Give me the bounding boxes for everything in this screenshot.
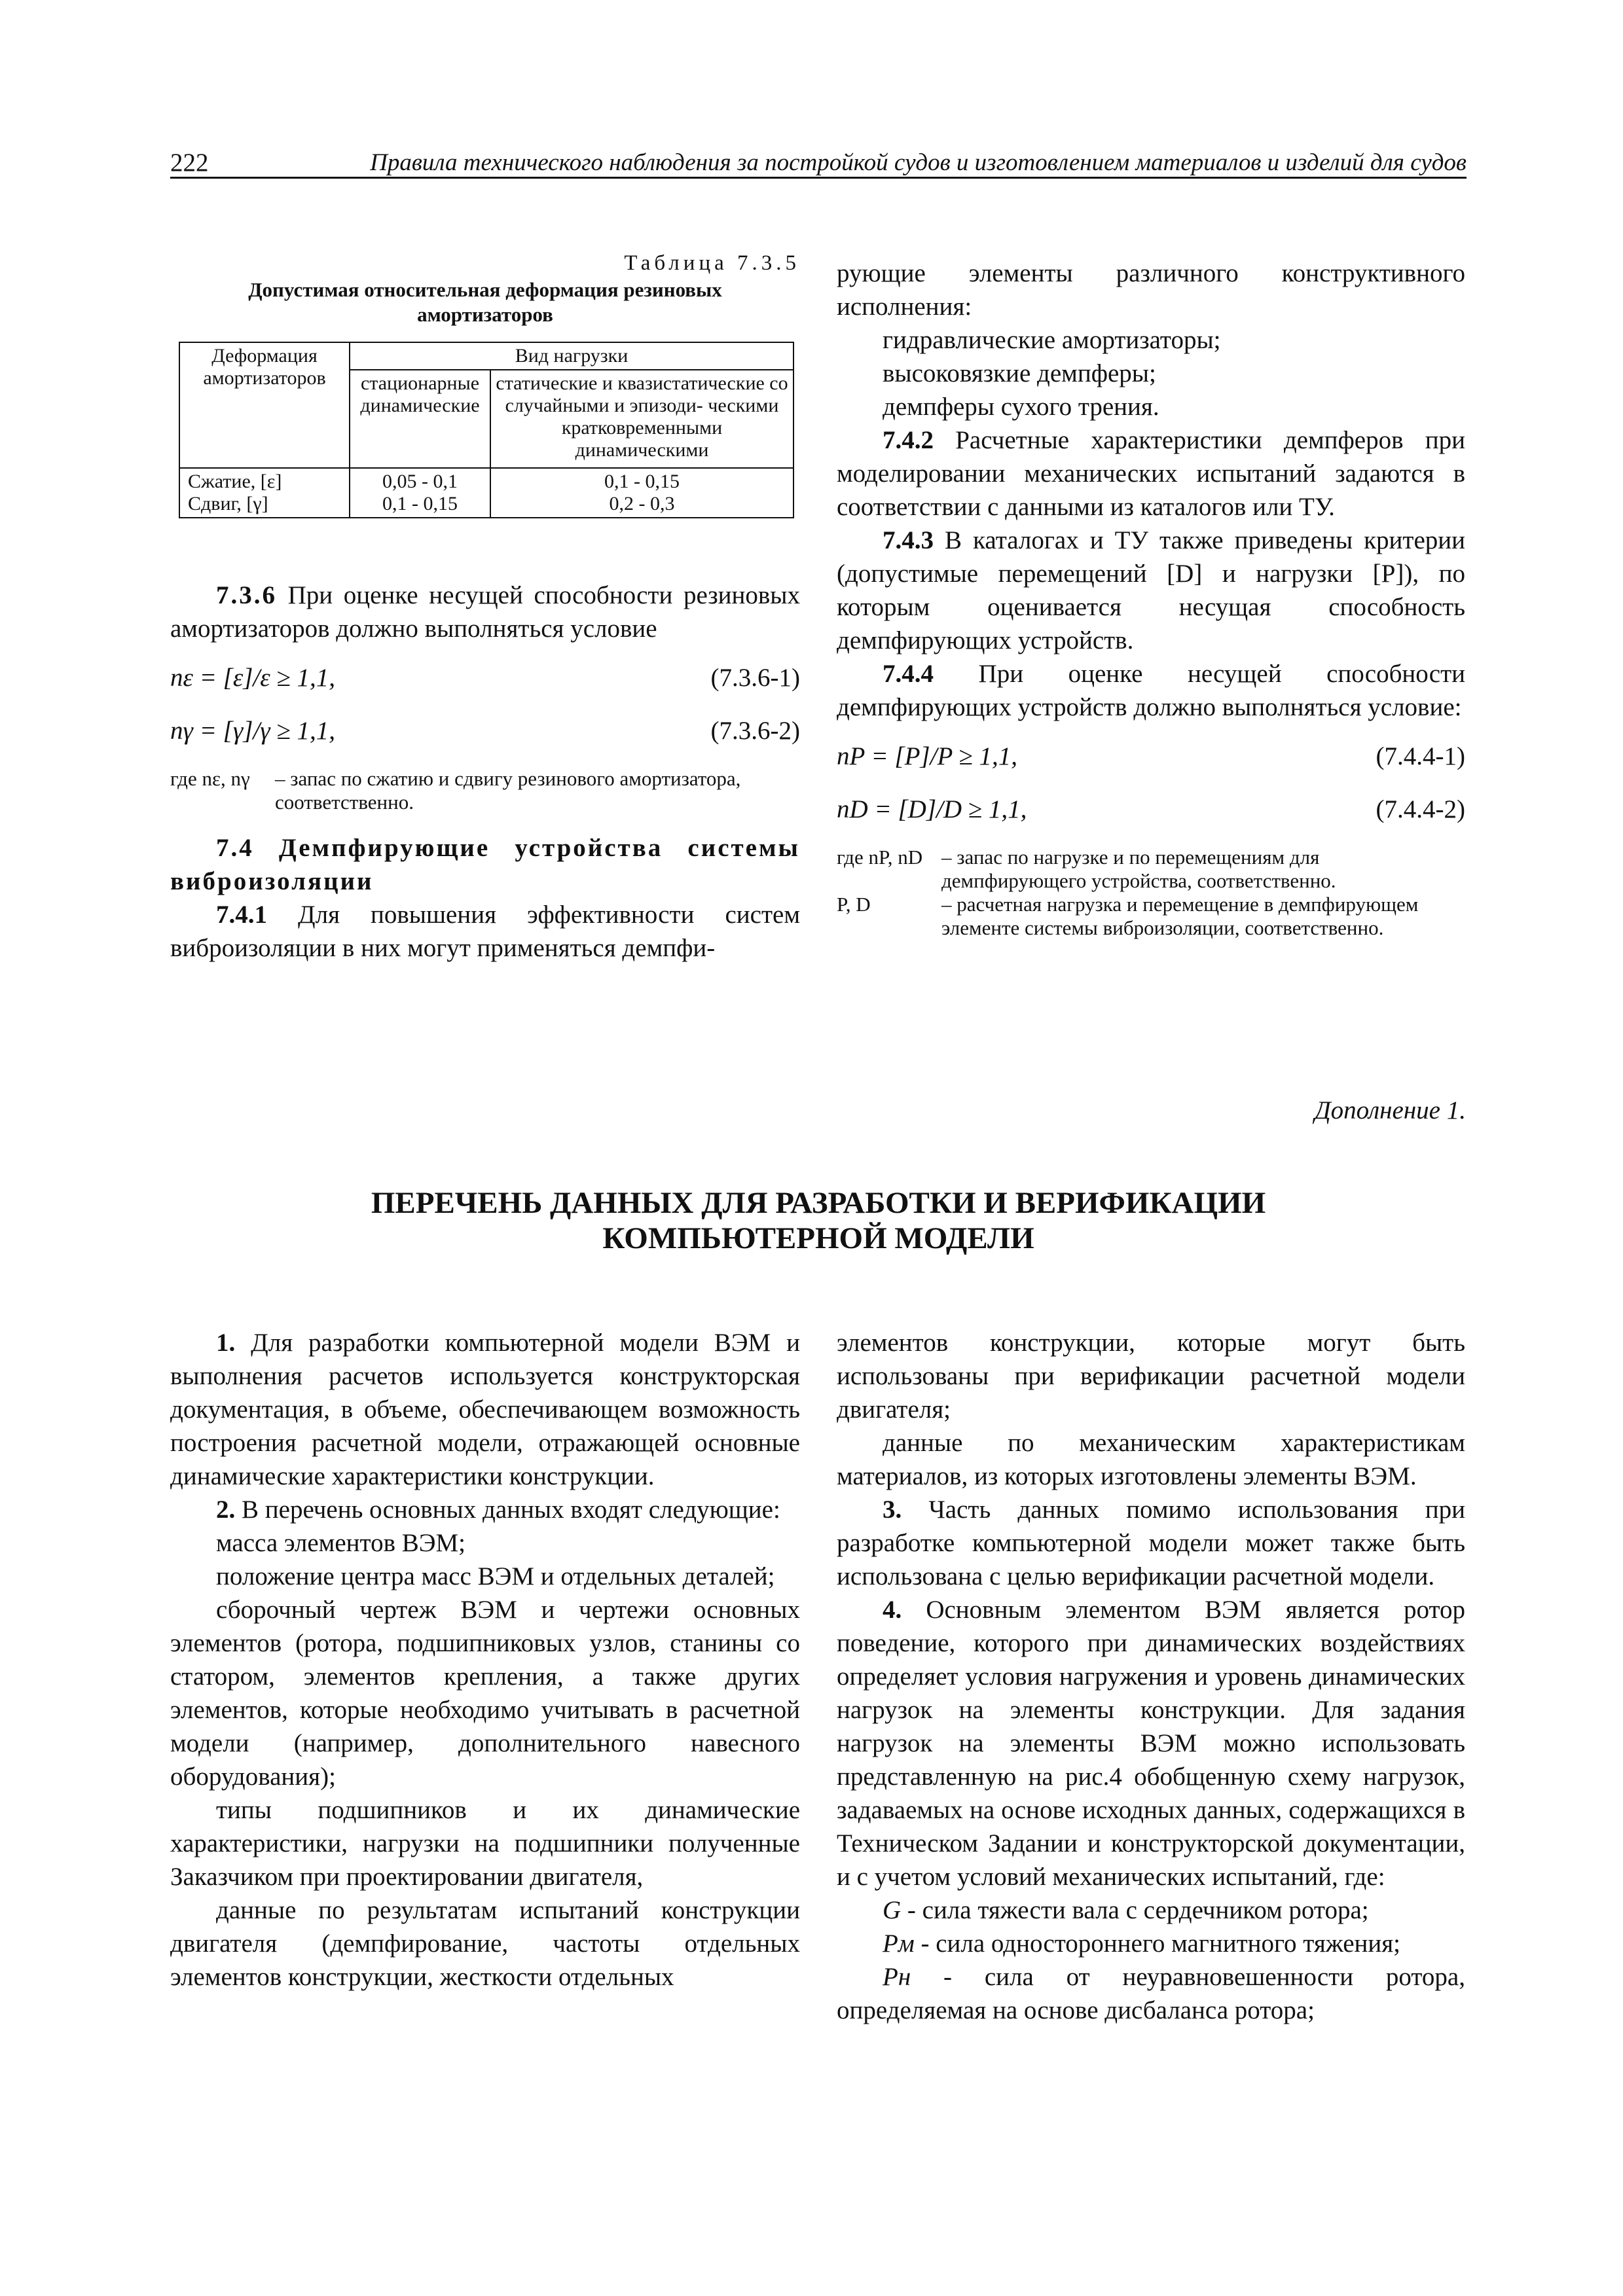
formula-number: (7.4.4-2): [1376, 795, 1465, 823]
force-g: [837, 1893, 1465, 1927]
cell-shear-quasistatic: 0,2 - 0,3: [609, 493, 675, 514]
para-7-4-3: [837, 524, 1465, 657]
para-text: Основным элементом ВЭМ является ротор поведение, которого при динамических воздействиях определяет условия нагружения и уровень динамических нагрузок на элементы конструкции. Для задания нагрузок на элементы ВЭМ можно использовать представленную на рис.4 обобщенную схему нагрузок, задаваемых на основе исходных данных, содержащихся в Техническом Задании и конструкторской документации, и с учетом условий механических испытаний, где:: [837, 1596, 1466, 1891]
item-number: 2.: [216, 1496, 236, 1524]
table-number: Таблица 7.3.5: [624, 251, 800, 275]
formula-7-4-4-1: [837, 740, 1465, 773]
where-desc: – запас по нагрузке и по перемещениям для демпфирующего устройства, соответственно.: [941, 846, 1336, 892]
force-desc: - сила от неуравновешенности ротора, определяемая на основе дисбаланса ротора;: [837, 1963, 1465, 2024]
appendix-title-line2: КОМПЬЮТЕРНОЙ МОДЕЛИ: [602, 1221, 1034, 1255]
para-text: В перечень основных данных входят следующие:: [242, 1496, 780, 1524]
list-item: масса элементов ВЭМ;: [216, 1529, 466, 1557]
running-title: Правила технического наблюдения за постройкой судов и изготовлением материалов и изделий для судов: [370, 149, 1467, 176]
appendix-title-line1: ПЕРЕЧЕНЬ ДАННЫХ ДЛЯ РАЗРАБОТКИ И ВЕРИФИКАЦИИ: [371, 1186, 1266, 1220]
para-text: При оценке несущей способности демпфирующих устройств должно выполняться условие:: [837, 660, 1465, 721]
formula-7-3-6-1: [170, 661, 800, 694]
clause-number: 7.4.1: [216, 901, 267, 929]
list-item: положение центра масс ВЭМ и отдельных деталей;: [216, 1562, 775, 1590]
cell-compression-quasistatic: 0,1 - 0,15: [604, 471, 680, 492]
table-row-labels: [179, 468, 350, 518]
where-symbols: P, D: [837, 893, 871, 916]
left-column-top: [170, 250, 800, 965]
where-desc: – запас по сжатию и сдвигу резинового амортизатора, соответственно.: [275, 767, 741, 814]
table-caption: Допустимая относительная деформация резиновых амортизаторов: [248, 278, 722, 326]
symbol: Pн: [883, 1963, 911, 1991]
page-number: 222: [170, 149, 209, 177]
para-7-3-6: [170, 579, 800, 645]
where-note: [837, 893, 1465, 940]
th-deformation: Деформация амортизаторов: [179, 342, 350, 468]
where-note: [170, 767, 800, 814]
force-desc: - сила одностороннего магнитного тяжения;: [921, 1929, 1401, 1958]
clause-number: 7.4.4: [883, 660, 934, 688]
where-note: [837, 846, 1465, 893]
para-1: [170, 1326, 800, 1493]
row-label-shear: Сдвиг, [γ]: [188, 493, 268, 514]
para-continuation: элементов конструкции, которые могут быть использованы при верификации расчетной модели двигателя;: [837, 1329, 1465, 1424]
item-number: 3.: [883, 1496, 902, 1524]
para-continuation: рующие элементы различного конструктивного исполнения:: [837, 259, 1465, 321]
para-text: При оценке несущей способности резиновых амортизаторов должно выполняться условие: [170, 581, 800, 643]
symbol: G: [883, 1896, 902, 1924]
cell-compression-stationary: 0,05 - 0,1: [382, 471, 458, 492]
right-column-top: [837, 257, 1465, 940]
appendix-label: Дополнение 1.: [1314, 1096, 1466, 1124]
para-7-4-2: [837, 423, 1465, 524]
para-text: Для разработки компьютерной модели ВЭМ и выполнения расчетов используется конструкторская документация, в объеме, обеспечивающем возможность построения расчетной модели, отражающей основные динамические характеристики конструкции.: [170, 1329, 800, 1490]
th-quasistatic: статические и квазистатические со случайными и эпизоди- ческими кратковременными динамическими: [490, 370, 793, 468]
list-item: демпферы сухого трения.: [883, 393, 1159, 421]
para-3: [837, 1493, 1465, 1593]
item-number: 4.: [883, 1596, 902, 1624]
formula-number: (7.4.4-1): [1376, 742, 1465, 770]
item-number: 1.: [216, 1329, 236, 1357]
list-item: высоковязкие демпферы;: [883, 359, 1156, 387]
th-stationary: стационарные динамические: [350, 370, 490, 468]
para-7-4-4: [837, 657, 1465, 724]
formula-expr: nε = [ε]/ε ≥ 1,1,: [170, 664, 336, 692]
th-load-type: Вид нагрузки: [350, 342, 793, 370]
row-label-compression: Сжатие, [ε]: [188, 471, 282, 492]
where-desc: – расчетная нагрузка и перемещение в демпфирующем элементе системы виброизоляции, соответственно.: [941, 893, 1419, 939]
table-col-quasistatic: [490, 468, 793, 518]
formula-7-4-4-2: [837, 793, 1465, 826]
running-header: [170, 149, 1467, 179]
list-item: гидравлические амортизаторы;: [883, 326, 1221, 354]
para-7-4-1: [170, 898, 800, 965]
para-text: Для повышения эффективности систем виброизоляции в них могут применяться демпфи-: [170, 901, 800, 962]
right-column-bottom: [837, 1326, 1465, 2027]
where-symbols: где nP, nD: [837, 846, 923, 869]
formula-expr: nD = [D]/D ≥ 1,1,: [837, 795, 1027, 823]
para-text: Расчетные характеристики демпферов при моделировании механических испытаний задаются в соответствии с данными из каталогов или ТУ.: [837, 426, 1465, 521]
section-heading-7-4: 7.4 Демпфирующие устройства системы виброизоляции: [170, 834, 800, 895]
para-text: В каталогах и ТУ также приведены критерии (допустимые перемещений [D] и нагрузки [P]), по которым оценивается несущая способность демпфирующих устройств.: [837, 526, 1465, 655]
para-2: [170, 1493, 800, 1526]
where-symbols: где nε, nγ: [170, 767, 250, 790]
left-column-bottom: [170, 1326, 800, 1994]
list-item: данные по механическим характеристикам материалов, из которых изготовлены элементы ВЭМ.: [837, 1429, 1465, 1490]
list-item: сборочный чертеж ВЭМ и чертежи основных элементов (ротора, подшипниковых узлов, станины со статором, элементов крепления, а также других элементов, которые необходимо учитывать в расчетной модели (например, дополнительного навесного оборудования);: [170, 1596, 800, 1791]
force-pn: [837, 1960, 1465, 2027]
formula-number: (7.3.6-2): [710, 717, 800, 745]
table-col-stationary: [350, 468, 490, 518]
list-item: данные по результатам испытаний конструкции двигателя (демпфирование, частоты отдельных элементов конструкции, жесткости отдельных: [170, 1896, 800, 1991]
formula-expr: nP = [P]/P ≥ 1,1,: [837, 742, 1017, 770]
force-desc: - сила тяжести вала с сердечником ротора;: [907, 1896, 1369, 1924]
para-text: Часть данных помимо использования при разработке компьютерной модели может также быть использована с целью верификации расчетной модели.: [837, 1496, 1465, 1590]
para-4: [837, 1593, 1465, 1893]
formula-expr: nγ = [γ]/γ ≥ 1,1,: [170, 717, 336, 745]
symbol: Pм: [883, 1929, 915, 1958]
cell-shear-stationary: 0,1 - 0,15: [382, 493, 458, 514]
formula-number: (7.3.6-1): [710, 664, 800, 692]
formula-7-3-6-2: [170, 714, 800, 747]
deformation-table: [179, 342, 794, 518]
force-pm: [837, 1927, 1465, 1960]
clause-number: 7.3.6: [216, 581, 277, 609]
list-item: типы подшипников и их динамические характеристики, нагрузки на подшипники полученные Заказчиком при проектировании двигателя,: [170, 1796, 800, 1891]
clause-number: 7.4.3: [883, 526, 934, 554]
clause-number: 7.4.2: [883, 426, 934, 454]
